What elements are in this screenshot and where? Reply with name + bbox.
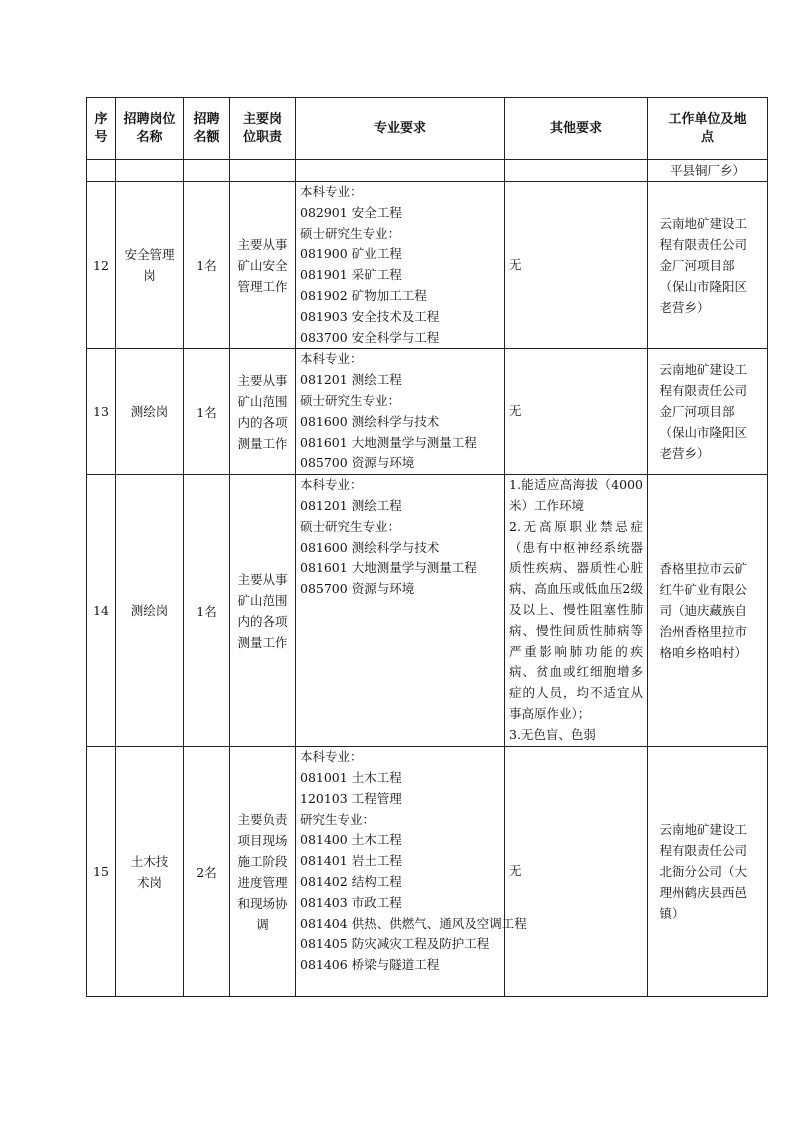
major-line	[300, 265, 500, 286]
row-seq: 12	[87, 182, 116, 349]
major-name: 资源与环境	[351, 581, 415, 597]
row-position	[116, 475, 184, 747]
row-seq: 15	[87, 747, 116, 997]
recruitment-table	[86, 97, 768, 997]
major-name: 测绘科学与技术	[351, 539, 440, 555]
row-unit	[648, 747, 768, 997]
row-other: 1.能适应高海拔（4000米）工作环境 2.无高原职业禁忌症（患有中枢神经系统器质性疾病、器质性心脏病、高血压或低血压2级及以上、慢性阻塞性肺病、慢性间质性肺病等严重影响肺功能的疾病、贫血或红细胞增多症的人员，均不适宜从事高原作业）； 3.无色盲、色弱	[505, 475, 648, 747]
row-other: 无	[505, 182, 648, 349]
row-count: 1名	[184, 475, 230, 747]
major-code: 081406	[300, 957, 348, 973]
major-line	[300, 349, 500, 370]
major-line	[300, 538, 500, 559]
major-name: 岩土工程	[351, 853, 402, 869]
row-majors	[296, 747, 527, 997]
major-name: 工程管理	[351, 790, 402, 806]
major-line	[300, 182, 500, 203]
major-code: 081600	[300, 413, 348, 429]
major-line	[300, 789, 500, 810]
major-code: 120103	[300, 790, 348, 806]
major-code: 081402	[300, 873, 348, 889]
major-name: 硕士研究生专业：	[300, 225, 401, 241]
row-position	[116, 182, 184, 349]
major-line	[300, 391, 500, 412]
major-name: 防灾减灾工程及防护工程	[351, 936, 490, 952]
position-name: 测绘岗	[130, 404, 169, 420]
major-code: 081902	[300, 287, 348, 303]
header-position: 招聘岗位名称	[116, 98, 184, 160]
row-duty	[230, 747, 296, 997]
major-name: 研究生专业：	[300, 811, 376, 827]
row-seq: 13	[87, 349, 116, 475]
major-line	[300, 203, 500, 224]
row-other: 无	[505, 349, 648, 475]
major-name: 安全工程	[351, 204, 402, 220]
row-position	[116, 747, 184, 997]
major-line	[300, 893, 500, 914]
major-code: 081201	[300, 497, 348, 513]
major-line	[300, 558, 500, 579]
unit-text: 云南地矿建设工程有限责任公司金厂河项目部（保山市隆阳区老营乡）	[659, 362, 748, 462]
major-name: 安全技术及工程	[351, 308, 440, 324]
major-line	[300, 830, 500, 851]
major-name: 土木工程	[351, 769, 402, 785]
header-count: 招聘名额	[184, 98, 230, 160]
major-line	[300, 224, 500, 245]
row-duty	[230, 349, 296, 475]
major-code: 081400	[300, 832, 348, 848]
row-position	[116, 349, 184, 475]
major-code: 085700	[300, 455, 348, 471]
row-majors	[296, 349, 505, 475]
major-code: 081601	[300, 434, 348, 450]
row-count: 1名	[184, 349, 230, 475]
row-unit	[648, 182, 768, 349]
major-line	[300, 768, 500, 789]
row-majors	[296, 475, 505, 747]
major-name: 本科专业：	[300, 351, 363, 367]
major-name: 大地测量学与测量工程	[351, 434, 477, 450]
major-line	[300, 307, 500, 328]
header-seq: 序号	[87, 98, 116, 160]
major-code: 081401	[300, 853, 348, 869]
major-code: 085700	[300, 581, 348, 597]
major-name: 测绘科学与技术	[351, 413, 440, 429]
major-name: 采矿工程	[351, 267, 402, 283]
major-line	[300, 328, 500, 349]
major-line	[300, 475, 500, 496]
major-name: 本科专业：	[300, 184, 363, 199]
major-name: 土木工程	[351, 832, 402, 848]
major-line	[300, 747, 500, 768]
duty-text: 主要从事矿山安全管理工作	[237, 236, 288, 294]
unit-text: 香格里拉市云矿红牛矿业有限公司（迪庆藏族自治州香格里拉市格咱乡格咱村）	[659, 561, 748, 661]
major-name: 测绘工程	[351, 372, 402, 388]
major-code: 081404	[300, 915, 348, 931]
major-code: 082901	[300, 204, 348, 220]
major-name: 本科专业：	[300, 749, 363, 765]
position-name: 测绘岗	[130, 603, 169, 619]
table-row	[87, 475, 768, 747]
duty-text: 主要负责项目现场施工阶段进度管理和现场协调	[237, 811, 288, 932]
unit-text: 云南地矿建设工程有限责任公司金厂河项目部（保山市隆阳区老营乡）	[659, 215, 748, 315]
major-name: 市政工程	[351, 894, 402, 910]
row-count: 2名	[184, 747, 230, 997]
position-name: 安全管理岗	[124, 247, 175, 284]
major-code: 081405	[300, 936, 348, 952]
row-duty	[230, 475, 296, 747]
major-code: 081403	[300, 894, 348, 910]
row-unit	[648, 349, 768, 475]
major-name: 供热、供燃气、通风及空调工程	[351, 915, 527, 931]
row-other: 无	[505, 747, 648, 997]
table-row	[87, 182, 768, 349]
major-name: 硕士研究生专业：	[300, 392, 401, 408]
row-count: 1名	[184, 182, 230, 349]
row-majors	[296, 182, 505, 349]
major-name: 矿业工程	[351, 246, 402, 262]
header-unit: 工作单位及地点	[648, 98, 768, 160]
major-code: 081201	[300, 372, 348, 388]
major-line	[300, 496, 500, 517]
major-line	[300, 370, 500, 391]
row-unit	[648, 475, 768, 747]
major-line	[300, 286, 500, 307]
continuation-row	[87, 160, 768, 182]
major-line	[300, 433, 500, 454]
header-major: 专业要求	[296, 98, 505, 160]
major-name: 安全科学与工程	[351, 329, 440, 345]
major-line	[300, 453, 500, 474]
row-seq: 14	[87, 475, 116, 747]
major-code: 081600	[300, 539, 348, 555]
header-duty: 主要岗位职责	[230, 98, 296, 160]
unit-text: 云南地矿建设工程有限责任公司北衙分公司（大理州鹤庆县西邑镇）	[659, 822, 748, 922]
major-code: 081001	[300, 769, 348, 785]
table-header-row	[87, 98, 768, 160]
major-name: 结构工程	[351, 873, 402, 889]
continuation-unit: 平县铜厂乡）	[648, 160, 768, 182]
position-name: 土木技术岗	[130, 853, 169, 890]
major-line	[300, 579, 500, 600]
duty-text: 主要从事矿山范围内的各项测量工作	[237, 571, 288, 650]
major-line	[300, 872, 500, 893]
major-code: 081901	[300, 267, 348, 283]
table-row	[87, 747, 768, 997]
major-code: 081903	[300, 308, 348, 324]
major-name: 桥梁与隧道工程	[351, 957, 440, 973]
header-other: 其他要求	[505, 98, 648, 160]
major-line	[300, 955, 500, 976]
major-name: 硕士研究生专业：	[300, 518, 401, 534]
major-name: 矿物加工工程	[351, 287, 427, 303]
major-name: 本科专业：	[300, 477, 363, 493]
major-line	[300, 914, 527, 935]
major-name: 资源与环境	[351, 455, 415, 471]
major-code: 081601	[300, 560, 348, 576]
major-name: 测绘工程	[351, 497, 402, 513]
major-line	[300, 412, 500, 433]
row-duty	[230, 182, 296, 349]
table-row	[87, 349, 768, 475]
major-code: 083700	[300, 329, 348, 345]
major-line	[300, 244, 500, 265]
major-name: 大地测量学与测量工程	[351, 560, 477, 576]
major-line	[300, 934, 500, 955]
major-line	[300, 810, 500, 831]
major-line	[300, 517, 500, 538]
major-line	[300, 851, 500, 872]
major-code: 081900	[300, 246, 348, 262]
duty-text: 主要从事矿山范围内的各项测量工作	[237, 372, 288, 451]
